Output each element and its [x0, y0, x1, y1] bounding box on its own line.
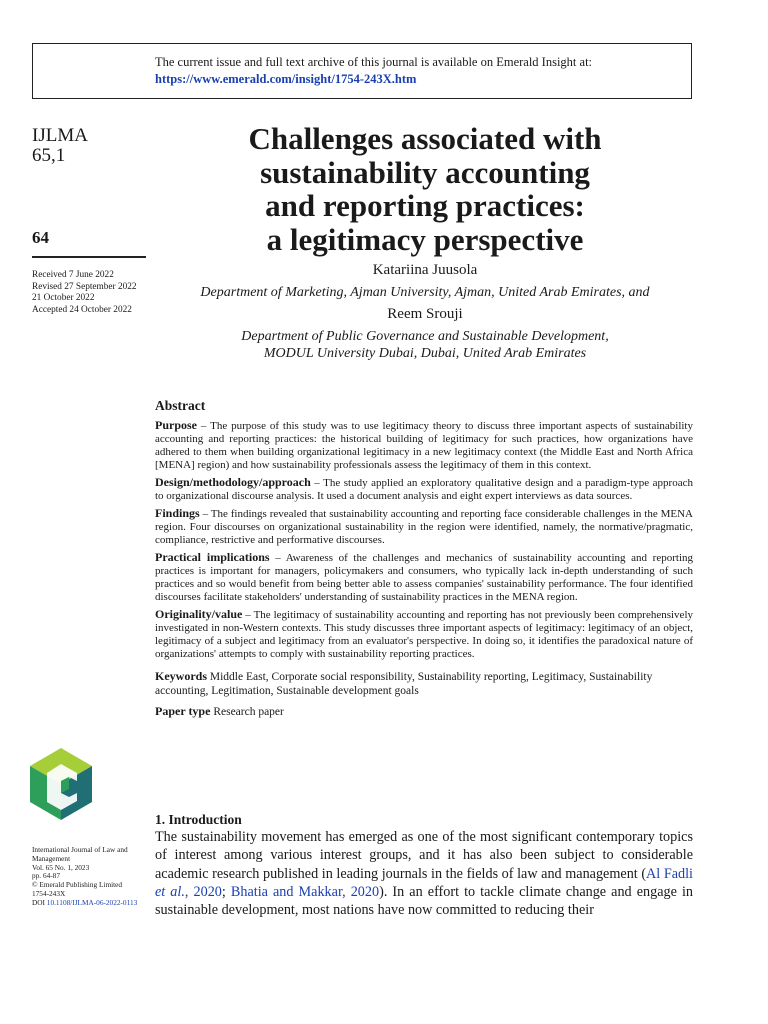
purpose-text: – The purpose of this study was to use legitimacy theory to discuss three important aspects of sustainability accounting and reporting practices: the historical building of legitimacy for such practices, how organizations have adhered to them when building organizational legitimacy in a new legitimacy context (the Middle East and North Africa [MENA] region) and how sustainability professionals assess the legitimacy of them in this context. — [155, 420, 693, 471]
affiliation-line: Department of Public Governance and Sustainable Development, — [241, 329, 609, 344]
doi-link[interactable]: 10.1108/IJLMA-06-2022-0113 — [46, 897, 138, 907]
keywords-label: Keywords — [155, 669, 207, 683]
citation-part: et al. — [155, 883, 185, 900]
paper-type-label: Paper type — [155, 704, 211, 718]
page-number: 64 — [32, 228, 49, 247]
abstract-findings — [155, 507, 693, 547]
publisher-logo-icon — [30, 748, 92, 820]
keywords — [155, 669, 693, 698]
footer-journal-name: International Journal of Law and Management — [32, 845, 128, 863]
doi-label: DOI — [32, 897, 47, 907]
footer-doi — [32, 899, 150, 908]
originality-text: – The legitimacy of sustainability accounting and reporting has not previously been comprehensively investigated in non-Western contexts. This study discusses three important aspects of legitimacy: legitimacy of an object, legitimacy of a subject and legitimacy from an evaluator's perspective. In doing so, it identifies the paradoxical nature of organizations' attempts to comply with sustainability reporting practices. — [155, 609, 693, 660]
footer-issn: 1754-243X — [32, 888, 66, 898]
intro-text-part: ). In an effort to tackle climate change and engage in sustainable development, most nations have now committed to reducing their — [155, 883, 693, 918]
title-line: Challenges associated with — [248, 121, 602, 156]
findings-label: Findings — [155, 506, 200, 520]
journal-volume: 65,1 — [32, 145, 66, 166]
journal-availability-box — [32, 43, 692, 99]
accepted-date: Accepted 24 October 2022 — [32, 304, 132, 315]
affiliation-2 — [160, 328, 690, 362]
received-date: Received 7 June 2022 — [32, 270, 114, 280]
citation-separator: ; — [221, 883, 231, 900]
purpose-label: Purpose — [155, 418, 197, 432]
footer-copyright: © Emerald Publishing Limited — [32, 880, 123, 890]
journal-abbr: IJLMA — [32, 125, 88, 146]
revised-date: Revised 27 September 2022 — [32, 281, 137, 292]
title-line: a legitimacy perspective — [266, 221, 584, 257]
abstract-purpose — [155, 419, 693, 472]
citation-bhatia[interactable]: Bhatia and Makkar, 2020 — [230, 883, 380, 900]
revised-date-2: 21 October 2022 — [32, 293, 95, 303]
citation-part: , 2020 — [184, 883, 222, 900]
citation-part: Al Fadli — [646, 865, 693, 882]
author-1: Katariina Juusola — [372, 262, 478, 278]
keywords-text: Middle East, Corporate social responsibility, Sustainability reporting, Legitimacy, Sustainability accounting, Legitimation, Sustainable development goals — [155, 671, 653, 697]
introduction-heading: 1. Introduction — [155, 812, 242, 827]
author-2: Reem Srouji — [387, 306, 463, 322]
originality-label: Originality/value — [155, 607, 243, 621]
abstract-heading: Abstract — [155, 398, 206, 413]
title-line: and reporting practices: — [265, 188, 585, 223]
practical-text: – Awareness of the challenges and mechanics of sustainability accounting and reporting practices is important for managers, policymakers and consumers, who typically lack in-depth understanding of such practices and so would benefit from being better able to assess companies' sustainability performance. The four identified discourses facilitate stakeholders' understanding of sustainability practices in the MENA region. — [155, 552, 693, 603]
practical-label: Practical implications — [155, 550, 270, 564]
introduction-text — [155, 828, 693, 918]
title-line: sustainability accounting — [260, 154, 590, 190]
article-title — [160, 122, 690, 256]
affiliation-1: Department of Marketing, Ajman University, Ajman, United Arab Emirates, and — [200, 285, 650, 300]
sidebar-divider — [32, 256, 146, 258]
footer-pages: pp. 64-87 — [32, 871, 60, 881]
abstract-section — [155, 398, 693, 723]
design-text: – The study applied an exploratory qualitative design and a paradigm-type approach to organizational discourse analysis. It used a document analysis and eight expert interviews as data sources. — [155, 477, 693, 502]
abstract-practical — [155, 551, 693, 604]
affiliation-line: MODUL University Dubai, Dubai, United Arab Emirates — [263, 346, 587, 361]
intro-text-part: The sustainability movement has emerged as one of the most significant contemporary topics of interest among various interest groups, and it has also been subject to considerable academic research published in leading journals in the fields of law and management ( — [155, 829, 693, 882]
paper-type — [155, 704, 693, 719]
abstract-originality — [155, 608, 693, 661]
findings-text: – The findings revealed that sustainability accounting and reporting face considerable challenges in the MENA region. Four discourses on organizational sustainability in the region were identified, namely, the normative/pragmatic, compliance, restrictive and performative discourses. — [155, 508, 693, 546]
article-dates — [32, 270, 137, 316]
availability-text: The current issue and full text archive of this journal is available on Emerald Insight at: — [155, 55, 593, 69]
journal-abbreviation — [32, 126, 88, 166]
journal-footer — [32, 846, 150, 908]
abstract-design — [155, 476, 693, 503]
journal-url-link[interactable]: https://www.emerald.com/insight/1754-243X.htm — [155, 72, 417, 86]
design-label: Design/methodology/approach — [155, 475, 311, 489]
footer-volume: Vol. 65 No. 1, 2023 — [32, 862, 90, 872]
paper-type-text: Research paper — [210, 706, 284, 718]
